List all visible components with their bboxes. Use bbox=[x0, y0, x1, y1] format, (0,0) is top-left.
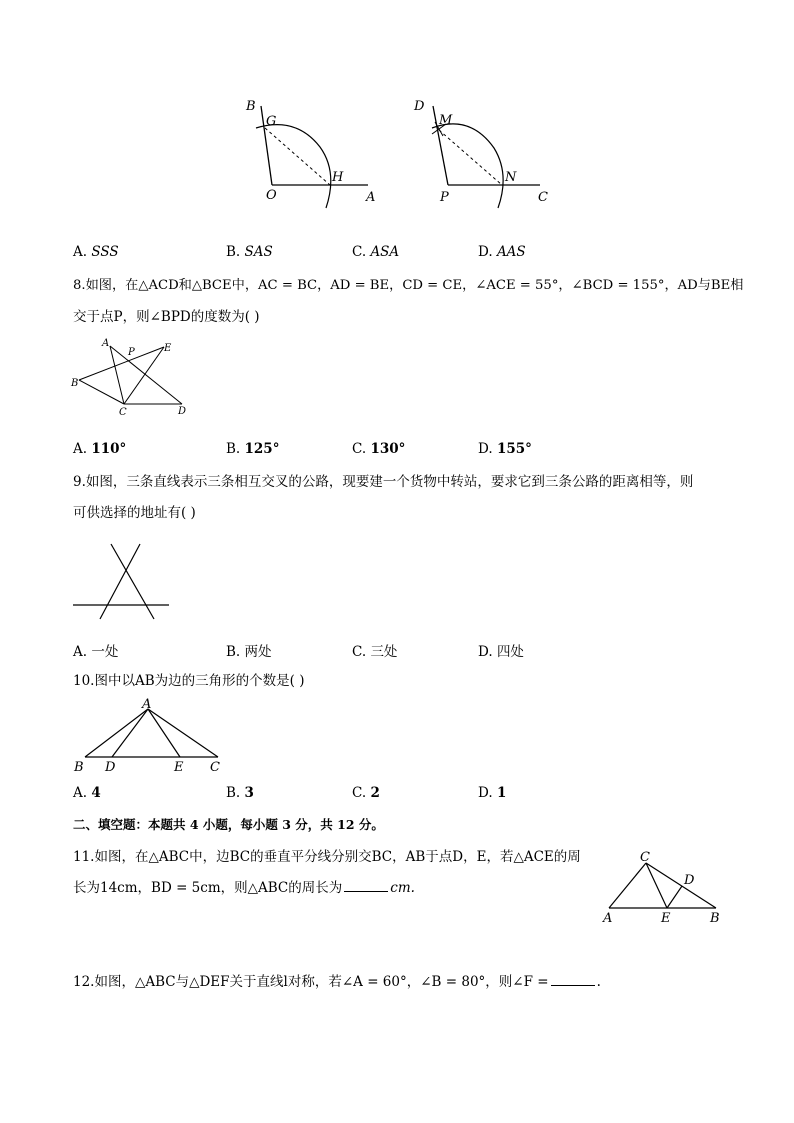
seg-ad bbox=[110, 346, 182, 404]
label-d: D bbox=[178, 406, 187, 417]
section-heading: 二、填空题：本题共 4 小题，每小题 3 分，共 12 分。 bbox=[73, 817, 384, 832]
q9-option-c[interactable]: C. 三处 bbox=[352, 644, 398, 660]
seg-ae bbox=[148, 709, 180, 757]
q7-option-b[interactable]: B. SAS bbox=[226, 244, 273, 260]
label-g: G bbox=[266, 114, 277, 129]
label-a: A bbox=[102, 338, 110, 349]
dashed-mn bbox=[439, 130, 502, 185]
road-right-slant bbox=[100, 544, 140, 619]
seg-be bbox=[79, 347, 164, 380]
q10-figure bbox=[68, 696, 228, 776]
seg-ed bbox=[667, 886, 682, 908]
q12-answer-blank[interactable] bbox=[551, 973, 595, 986]
label-e: E bbox=[174, 760, 184, 775]
q9-option-a[interactable]: A. 一处 bbox=[73, 644, 119, 660]
seg-ac bbox=[110, 346, 124, 404]
q9-stem-line2: 可供选择的地址有( ) bbox=[73, 505, 196, 521]
q11-answer-blank[interactable] bbox=[344, 879, 388, 892]
q9-option-d[interactable]: D. 四处 bbox=[478, 644, 524, 660]
label-o: O bbox=[266, 188, 277, 203]
q8-option-c[interactable]: C. 130° bbox=[352, 441, 406, 457]
q10-option-b[interactable]: B. 3 bbox=[226, 785, 254, 801]
label-b: B bbox=[710, 911, 720, 926]
label-b: B bbox=[246, 99, 256, 114]
q12-text-before-blank: 12.如图，△ABC与△DEF关于直线l对称，若∠A = 60°，∠B = 80°，则∠F = bbox=[73, 974, 549, 990]
label-b: B bbox=[71, 378, 79, 389]
label-d: D bbox=[684, 873, 695, 888]
q10-option-c[interactable]: C. 2 bbox=[352, 785, 380, 801]
seg-ac bbox=[609, 863, 646, 908]
label-n: N bbox=[505, 170, 517, 185]
q7-option-d[interactable]: D. AAS bbox=[478, 244, 526, 260]
q9-option-b[interactable]: B. 两处 bbox=[226, 644, 272, 660]
q9-stem-line1: 9.如图，三条直线表示三条相互交叉的公路，现要建一个货物中转站，要求它到三条公路的距离相等，则 bbox=[73, 474, 694, 490]
label-h: H bbox=[332, 170, 344, 185]
q8-stem-line1: 8.如图，在△ACD和△BCE中，AC = BC，AD = BE，CD = CE，∠ACE = 55°，∠BCD = 155°，AD与BE相 bbox=[73, 278, 744, 293]
label-d: D bbox=[414, 99, 425, 114]
q8-option-b[interactable]: B. 125° bbox=[226, 441, 280, 457]
seg-ab bbox=[85, 709, 148, 757]
q7-figure-right bbox=[410, 92, 560, 217]
seg-ac bbox=[148, 709, 218, 757]
label-c: C bbox=[210, 760, 220, 775]
q12-period: . bbox=[596, 974, 601, 990]
q8-option-a[interactable]: A. 110° bbox=[73, 441, 127, 457]
q8-option-d[interactable]: D. 155° bbox=[478, 441, 532, 457]
label-p: P bbox=[128, 347, 135, 358]
road-left-slant bbox=[111, 544, 154, 619]
q7-option-a[interactable]: A. SSS bbox=[73, 244, 119, 260]
label-c: C bbox=[640, 850, 650, 865]
q10-stem: 10.图中以AB为边的三角形的个数是( ) bbox=[73, 673, 305, 689]
q9-figure bbox=[68, 538, 178, 628]
q11-unit: cm. bbox=[390, 880, 415, 896]
seg-bc bbox=[79, 380, 124, 404]
label-m: M bbox=[439, 113, 453, 128]
label-e: E bbox=[164, 343, 172, 354]
label-e: E bbox=[661, 911, 671, 926]
q7-option-c[interactable]: C. ASA bbox=[352, 244, 400, 260]
q7-figure-left bbox=[238, 92, 388, 217]
dashed-gh bbox=[265, 128, 330, 185]
label-c: C bbox=[119, 407, 127, 418]
q11-figure bbox=[598, 846, 728, 930]
q8-stem-line2: 交于点P，则∠BPD的度数为( ) bbox=[73, 309, 260, 325]
q10-option-d[interactable]: D. 1 bbox=[478, 785, 507, 801]
label-b: B bbox=[74, 760, 84, 775]
q8-figure bbox=[68, 334, 198, 424]
label-p: P bbox=[440, 190, 449, 205]
q10-option-a[interactable]: A. 4 bbox=[73, 785, 101, 801]
label-d: D bbox=[105, 760, 116, 775]
label-a: A bbox=[603, 911, 613, 926]
q11-stem-line2 bbox=[73, 878, 415, 898]
label-c: C bbox=[538, 190, 548, 205]
label-a: A bbox=[366, 190, 376, 205]
label-a: A bbox=[142, 697, 152, 712]
q12-stem bbox=[73, 972, 601, 992]
q11-stem-line1: 11.如图，在△ABC中，边BC的垂直平分线分别交BC，AB于点D，E，若△ACE的周 bbox=[73, 849, 581, 865]
q11-text-before-blank: 长为14cm，BD = 5cm，则△ABC的周长为 bbox=[73, 880, 343, 896]
